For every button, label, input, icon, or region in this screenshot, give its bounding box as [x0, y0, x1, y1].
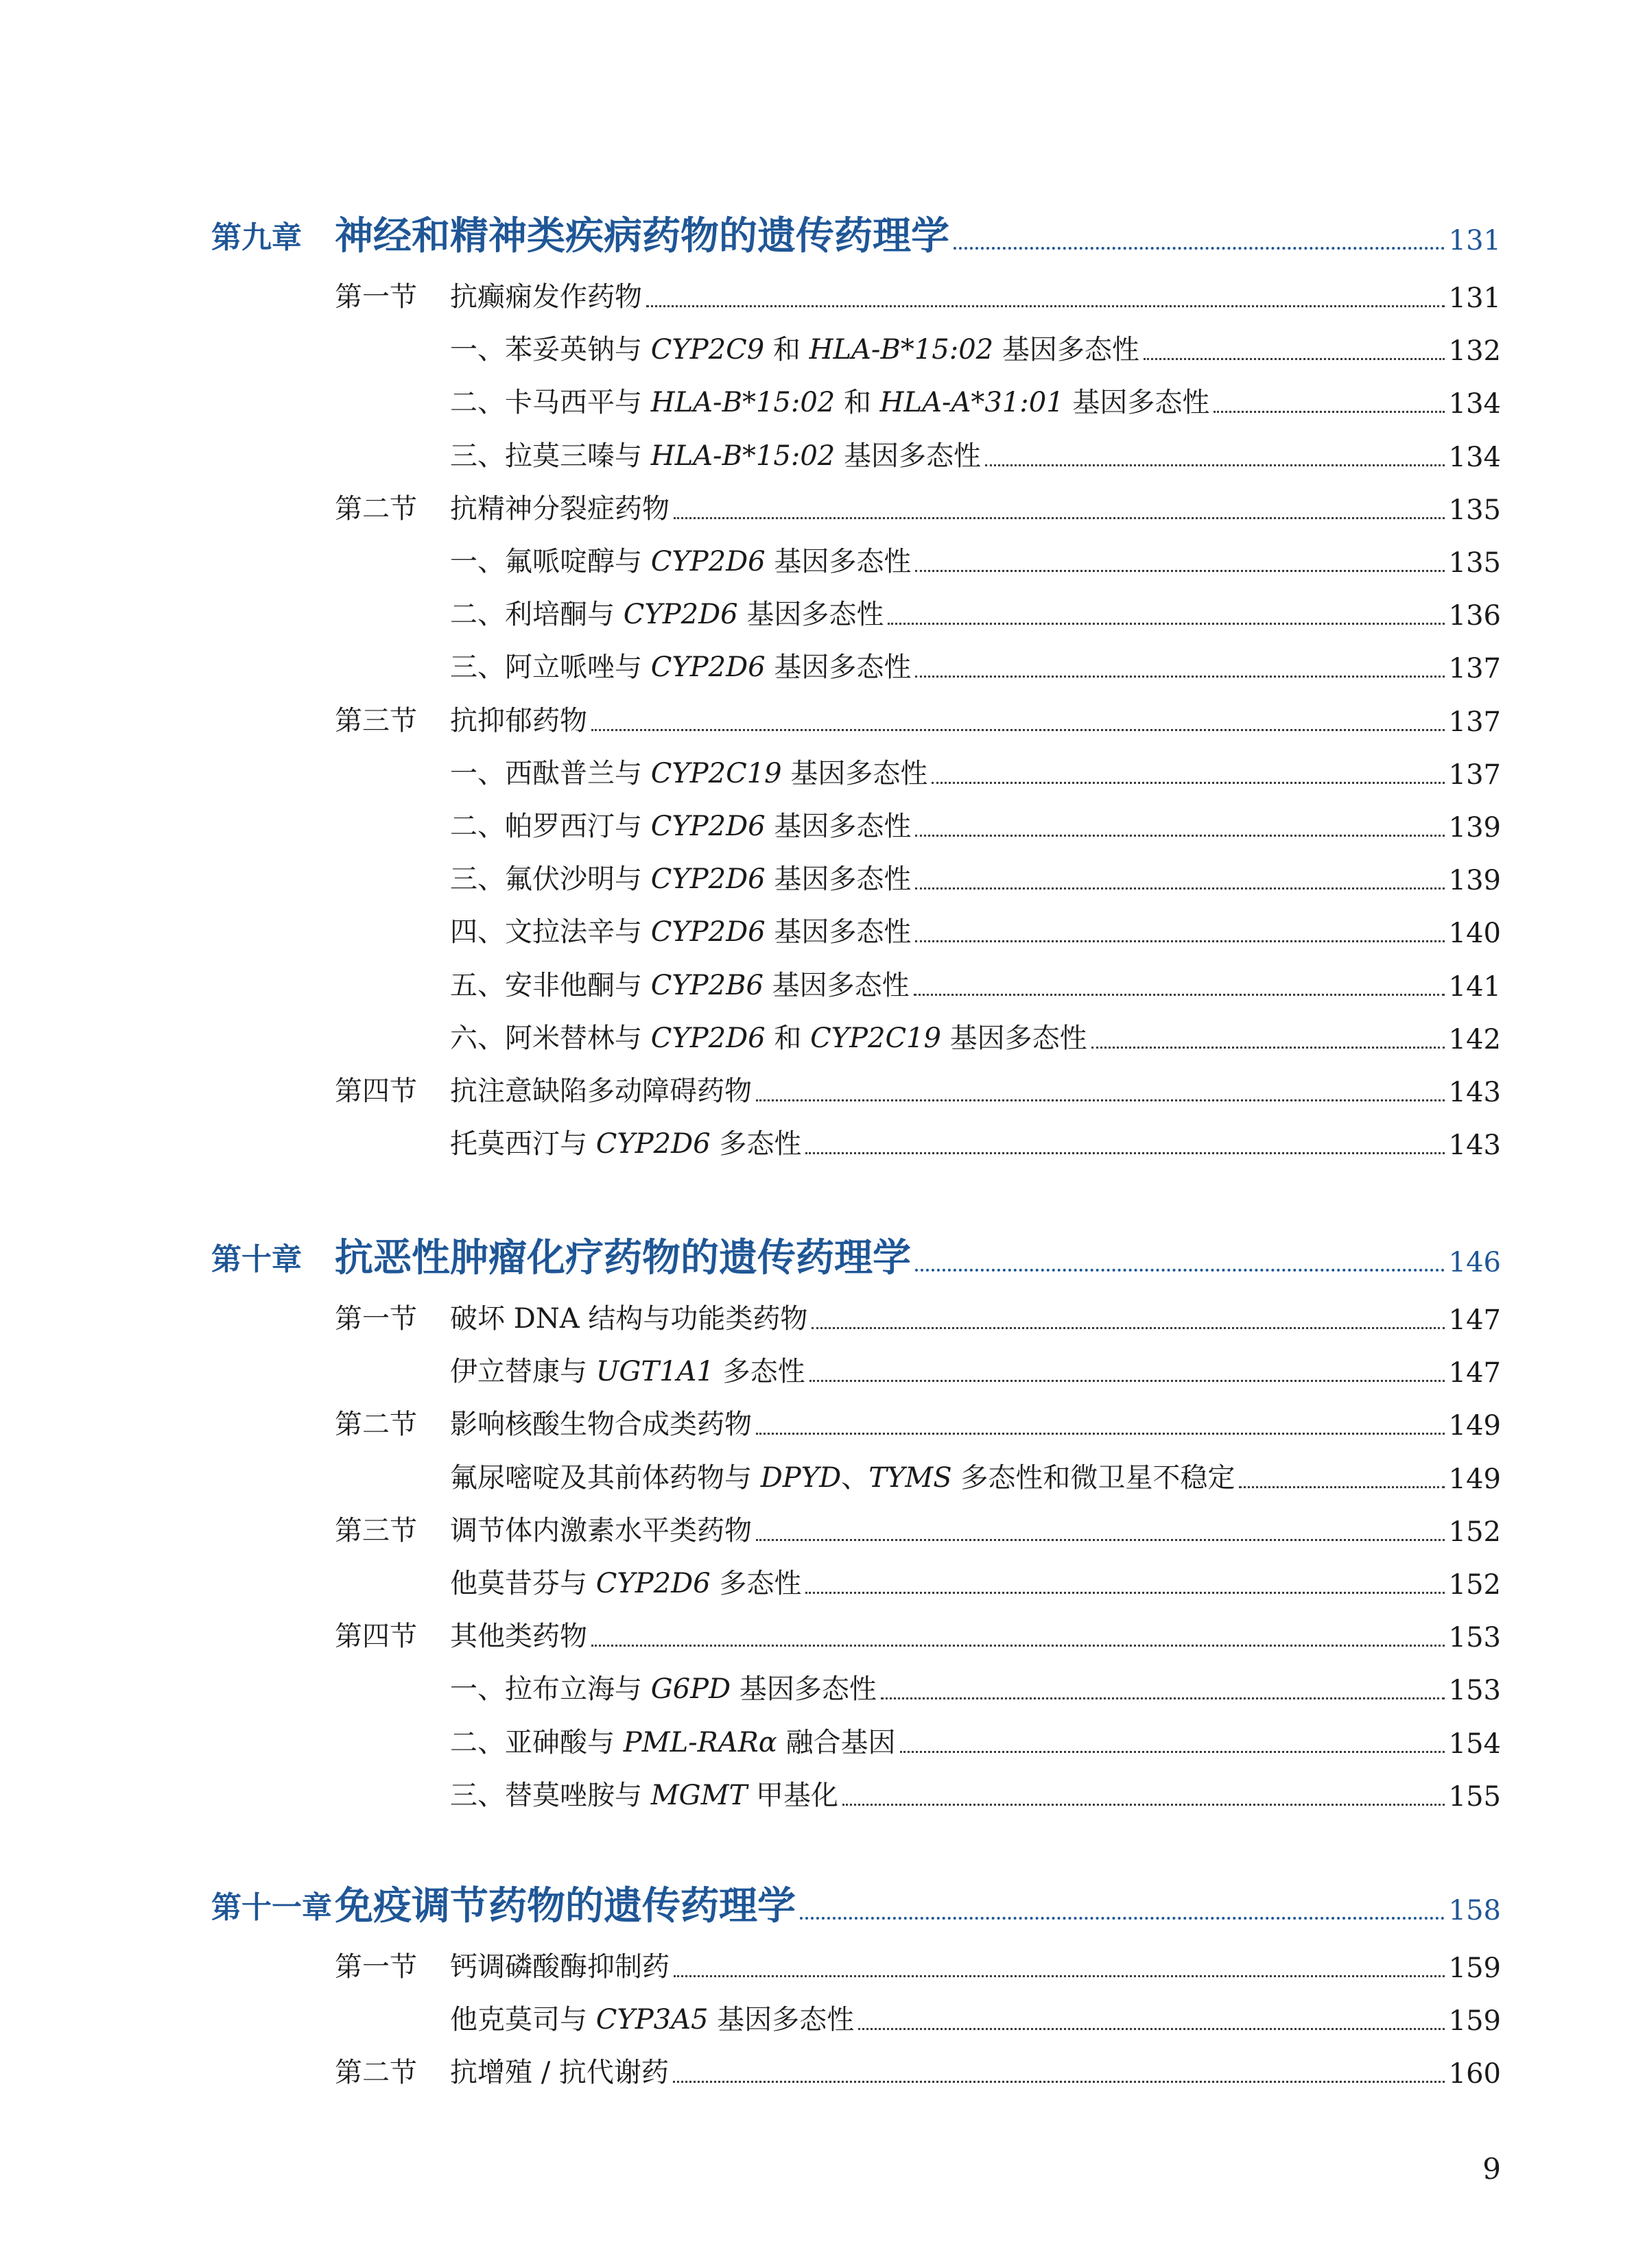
page-number: 9 — [1482, 2152, 1501, 2186]
subsection-entry — [450, 750, 1501, 793]
subsection-title — [450, 1667, 877, 1709]
chapter-label: 第十章 — [211, 1242, 302, 1277]
text-fragment: 二、利培酮与 — [450, 599, 624, 630]
section-page: 149 — [1448, 1410, 1501, 1442]
text-fragment: 一、拉布立海与 — [450, 1673, 651, 1705]
text-fragment: 四、文拉法辛与 — [450, 916, 651, 948]
text-fragment: 他克莫司与 — [450, 2004, 596, 2036]
dot-leader — [812, 1327, 1444, 1329]
subsection-title — [450, 540, 911, 582]
text-fragment: 多态性 — [710, 1128, 802, 1160]
text-fragment: 和 — [764, 334, 809, 366]
text-fragment: 和 — [765, 1023, 811, 1054]
subsection-page: 152 — [1448, 1569, 1501, 1601]
subsection-title — [450, 381, 1209, 422]
text-fragment: 、 — [841, 1462, 869, 1494]
text-fragment: 三、阿立哌唑与 — [450, 652, 651, 683]
gene-name: G6PD — [650, 1673, 731, 1705]
text-fragment: 三、拉莫三嗪与 — [450, 440, 651, 472]
text-fragment: 基因多态性 — [737, 599, 884, 630]
subsection-entry — [450, 802, 1501, 846]
gene-name: CYP2D6 — [595, 1568, 711, 1599]
dot-leader — [842, 1804, 1445, 1806]
text-fragment: 和 — [835, 387, 880, 418]
section-label: 第二节 — [335, 493, 417, 525]
section-title: 抗癫痫发作药物 — [450, 281, 642, 313]
section-label: 第一节 — [335, 1951, 417, 1983]
subsection-entry — [450, 1014, 1501, 1058]
chapter-heading — [211, 1869, 1501, 1931]
dot-leader — [914, 994, 1445, 996]
dot-leader — [591, 729, 1445, 731]
text-fragment: 氟尿嘧啶及其前体药物与 — [450, 1462, 761, 1494]
text-fragment: 基因多态性 — [781, 758, 928, 789]
subsection-title — [450, 593, 884, 634]
subsection-title — [450, 752, 927, 793]
subsection-entry — [450, 379, 1501, 422]
dot-leader — [954, 247, 1445, 250]
dot-leader — [858, 2028, 1444, 2030]
section-label: 第四节 — [335, 1621, 417, 1652]
chapter-title: 抗恶性肿瘤化疗药物的遗传药理学 — [335, 1235, 911, 1280]
gene-name: HLA-B*15:02 — [650, 440, 836, 472]
section-title: 抗精神分裂症药物 — [450, 493, 670, 525]
text-fragment: 基因多态性 — [731, 1673, 877, 1705]
dot-leader — [915, 676, 1444, 678]
dot-leader — [1214, 411, 1444, 413]
section-title: 钙调磷酸酶抑制药 — [450, 1951, 670, 1983]
gene-name: CYP2C19 — [650, 758, 782, 789]
chapter-page: 146 — [1448, 1247, 1501, 1278]
chapter-page: 131 — [1448, 225, 1501, 256]
text-fragment: 六、阿米替林与 — [450, 1023, 651, 1054]
text-fragment: 一、西酞普兰与 — [450, 758, 651, 789]
dot-leader — [800, 1917, 1445, 1920]
dot-leader — [674, 1975, 1445, 1977]
dot-leader — [646, 305, 1445, 307]
text-fragment: 基因多态性 — [765, 916, 912, 948]
section-title: 抗抑郁药物 — [450, 705, 587, 737]
section-page: 160 — [1448, 2058, 1501, 2090]
subsection-page: 140 — [1448, 918, 1501, 949]
text-fragment: 基因多态性 — [765, 811, 912, 842]
subsection-entry — [450, 326, 1501, 370]
subsection-page: 141 — [1448, 971, 1501, 1003]
dot-leader — [932, 782, 1444, 784]
section-entry — [335, 273, 1501, 317]
subsection-entry — [450, 1996, 1501, 2040]
chapter-label: 第九章 — [211, 220, 302, 255]
dot-leader — [756, 1099, 1445, 1101]
text-fragment: 甲基化 — [747, 1780, 838, 1811]
dot-leader — [805, 1152, 1444, 1154]
subsection-entry — [450, 1454, 1501, 1498]
gene-name: CYP2D6 — [595, 1128, 711, 1160]
section-entry — [335, 1067, 1501, 1111]
section-title: 抗注意缺陷多动障碍药物 — [450, 1075, 752, 1107]
text-fragment: 五、安非他酮与 — [450, 970, 651, 1001]
text-fragment: 基因多态性 — [765, 863, 912, 895]
dot-leader — [915, 887, 1444, 890]
gene-name: CYP3A5 — [595, 2004, 709, 2036]
subsection-title — [450, 910, 911, 952]
section-entry — [335, 1943, 1501, 1987]
subsection-entry — [450, 643, 1501, 687]
section-page: 152 — [1448, 1516, 1501, 1548]
section-entry — [335, 1507, 1501, 1551]
subsection-entry — [450, 1560, 1501, 1603]
subsection-page: 134 — [1448, 442, 1501, 473]
subsection-entry — [450, 1665, 1501, 1709]
dot-leader — [985, 464, 1445, 466]
gene-name: UGT1A1 — [595, 1356, 714, 1387]
text-fragment: 基因多态性 — [835, 440, 981, 472]
subsection-entry — [450, 1348, 1501, 1392]
text-fragment: 一、苯妥英钠与 — [450, 334, 651, 366]
text-fragment: 伊立替康与 — [450, 1356, 596, 1387]
chapter-heading — [211, 199, 1501, 261]
section-label: 第三节 — [335, 1515, 417, 1547]
gene-name: CYP2D6 — [650, 916, 766, 948]
text-fragment: 一、氟哌啶醇与 — [450, 546, 651, 577]
section-title: 影响核酸生物合成类药物 — [450, 1409, 752, 1440]
subsection-page: 139 — [1448, 812, 1501, 844]
subsection-title — [450, 1456, 1235, 1498]
text-fragment: 三、替莫唑胺与 — [450, 1780, 651, 1811]
section-page: 153 — [1448, 1622, 1501, 1654]
subsection-page: 137 — [1448, 759, 1501, 791]
chapter-title: 神经和精神类疾病药物的遗传药理学 — [335, 213, 949, 259]
section-title: 抗增殖 / 抗代谢药 — [450, 2057, 669, 2088]
gene-name: CYP2C9 — [650, 334, 765, 366]
section-page: 135 — [1448, 494, 1501, 526]
subsection-page: 153 — [1448, 1675, 1501, 1706]
subsection-title — [450, 1122, 801, 1164]
dot-leader — [805, 1592, 1444, 1594]
text-fragment: 多态性 — [713, 1356, 805, 1387]
gene-name: HLA-A*31:01 — [879, 387, 1064, 418]
text-fragment: 基因多态性 — [940, 1023, 1087, 1054]
subsection-entry — [450, 1771, 1501, 1815]
section-page: 143 — [1448, 1077, 1501, 1108]
text-fragment: 他莫昔芬与 — [450, 1568, 596, 1599]
gene-name: CYP2D6 — [650, 1023, 766, 1054]
subsection-title — [450, 804, 911, 846]
subsection-title — [450, 328, 1139, 370]
subsection-title — [450, 434, 981, 476]
subsection-entry — [450, 432, 1501, 476]
text-fragment: 基因多态性 — [763, 970, 910, 1001]
dot-leader — [674, 517, 1445, 519]
gene-name: CYP2B6 — [650, 970, 764, 1001]
subsection-title — [450, 645, 911, 687]
section-entry — [335, 1400, 1501, 1444]
gene-name: PML-RARα — [623, 1727, 777, 1758]
section-title: 调节体内激素水平类药物 — [450, 1515, 752, 1547]
gene-name: HLA-B*15:02 — [650, 387, 836, 418]
section-label: 第二节 — [335, 1409, 417, 1440]
section-title: 破坏 DNA 结构与功能类药物 — [450, 1303, 808, 1335]
dot-leader — [881, 1697, 1445, 1699]
section-label: 第三节 — [335, 705, 417, 737]
subsection-page: 154 — [1448, 1728, 1501, 1760]
section-entry — [335, 697, 1501, 741]
gene-name: TYMS — [868, 1462, 952, 1494]
dot-leader — [591, 1645, 1445, 1647]
text-fragment: 基因多态性 — [765, 652, 912, 683]
dot-leader — [900, 1751, 1445, 1753]
subsection-page: 139 — [1448, 865, 1501, 896]
subsection-page: 142 — [1448, 1024, 1501, 1055]
subsection-page: 136 — [1448, 600, 1501, 632]
section-entry — [335, 1295, 1501, 1339]
gene-name: CYP2D6 — [650, 811, 766, 842]
subsection-entry — [450, 538, 1501, 582]
subsection-entry — [450, 1719, 1501, 1763]
text-fragment: 托莫西汀与 — [450, 1128, 596, 1160]
section-page: 131 — [1448, 283, 1501, 314]
text-fragment: 三、氟伏沙明与 — [450, 863, 651, 895]
subsection-entry — [450, 855, 1501, 899]
chapter-title: 免疫调节药物的遗传药理学 — [335, 1883, 796, 1929]
section-entry — [335, 485, 1501, 529]
dot-leader — [673, 2081, 1445, 2083]
gene-name: CYP2D6 — [650, 863, 766, 895]
dot-leader — [756, 1539, 1445, 1541]
section-entry — [335, 2049, 1501, 2092]
subsection-entry — [450, 590, 1501, 634]
subsection-entry — [450, 962, 1501, 1005]
text-fragment: 多态性和微卫星不稳定 — [951, 1462, 1235, 1494]
section-page: 137 — [1448, 706, 1501, 738]
subsection-page: 137 — [1448, 653, 1501, 684]
section-label: 第二节 — [335, 2057, 417, 2088]
section-title: 其他类药物 — [450, 1621, 587, 1652]
gene-name: CYP2D6 — [650, 546, 766, 577]
gene-name: CYP2D6 — [623, 599, 738, 630]
text-fragment: 二、卡马西平与 — [450, 387, 651, 418]
subsection-title — [450, 1350, 805, 1392]
dot-leader — [915, 835, 1444, 837]
subsection-page: 134 — [1448, 388, 1501, 420]
gene-name: MGMT — [650, 1780, 748, 1811]
text-fragment: 基因多态性 — [1063, 387, 1210, 418]
dot-leader — [915, 940, 1444, 942]
subsection-page: 132 — [1448, 335, 1501, 367]
subsection-page: 155 — [1448, 1781, 1501, 1813]
dot-leader — [915, 1269, 1445, 1272]
subsection-title — [450, 964, 910, 1005]
text-fragment: 基因多态性 — [765, 546, 912, 577]
subsection-title — [450, 1774, 838, 1815]
subsection-title — [450, 1998, 854, 2040]
subsection-title — [450, 1721, 896, 1763]
dot-leader — [915, 570, 1444, 572]
gene-name: CYP2D6 — [650, 652, 766, 683]
subsection-page: 143 — [1448, 1130, 1501, 1161]
subsection-page: 135 — [1448, 547, 1501, 579]
chapter-heading — [211, 1221, 1501, 1282]
dot-leader — [1239, 1486, 1444, 1488]
text-fragment: 二、帕罗西汀与 — [450, 811, 651, 842]
dot-leader — [1091, 1047, 1445, 1049]
section-page: 159 — [1448, 1953, 1501, 1984]
dot-leader — [809, 1380, 1445, 1382]
section-entry — [335, 1612, 1501, 1656]
text-fragment: 二、亚砷酸与 — [450, 1727, 624, 1758]
subsection-page: 159 — [1448, 2005, 1501, 2037]
subsection-entry — [450, 908, 1501, 952]
subsection-page: 149 — [1448, 1464, 1501, 1495]
text-fragment: 融合基因 — [777, 1727, 896, 1758]
subsection-title — [450, 1016, 1087, 1058]
section-label: 第一节 — [335, 1303, 417, 1335]
subsection-page: 147 — [1448, 1357, 1501, 1389]
text-fragment: 基因多态性 — [708, 2004, 855, 2036]
gene-name: DPYD — [760, 1462, 842, 1494]
subsection-title — [450, 1562, 801, 1603]
subsection-title — [450, 857, 911, 899]
gene-name: CYP2C19 — [810, 1023, 941, 1054]
gene-name: HLA-B*15:02 — [809, 334, 994, 366]
chapter-label: 第十一章 — [211, 1890, 332, 1925]
section-label: 第四节 — [335, 1075, 417, 1107]
section-page: 147 — [1448, 1304, 1501, 1336]
section-label: 第一节 — [335, 281, 417, 313]
dot-leader — [756, 1433, 1445, 1435]
chapter-page: 158 — [1448, 1895, 1501, 1926]
dot-leader — [888, 623, 1444, 625]
dot-leader — [1144, 358, 1445, 360]
subsection-entry — [450, 1120, 1501, 1164]
text-fragment: 多态性 — [710, 1568, 802, 1599]
text-fragment: 基因多态性 — [993, 334, 1139, 366]
